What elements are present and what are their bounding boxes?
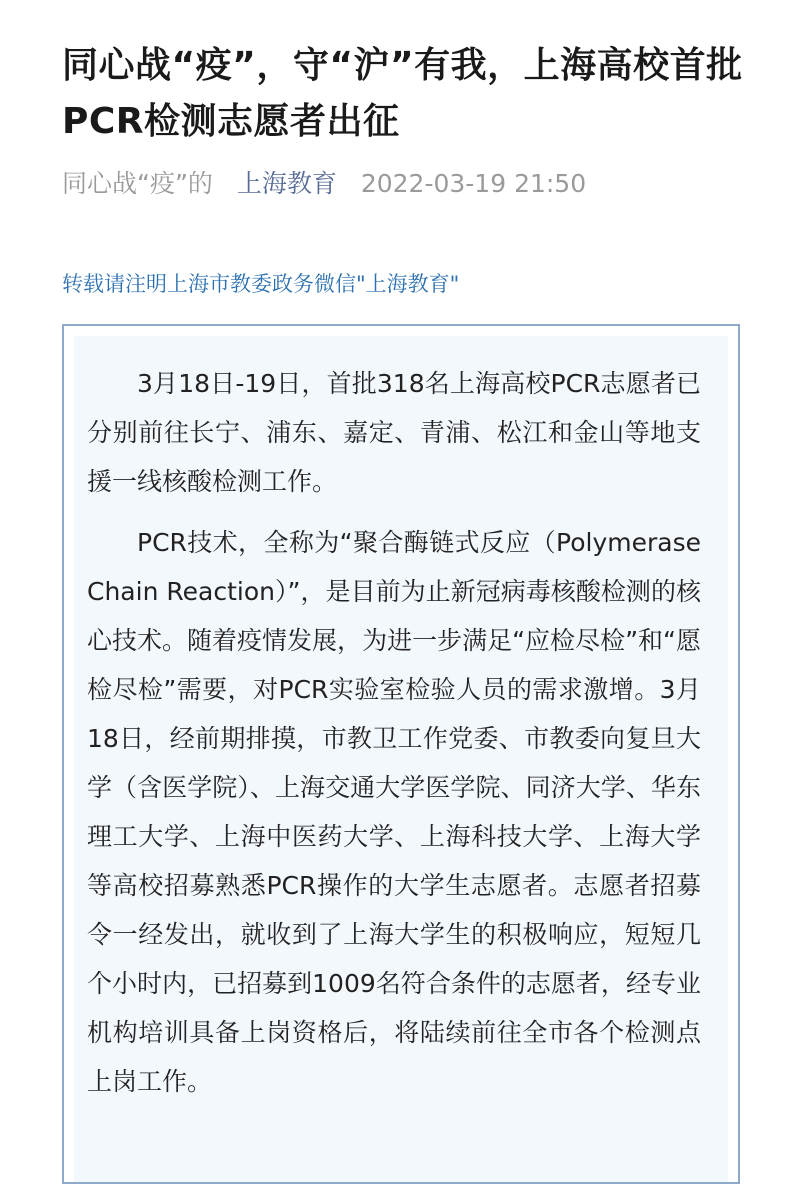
article-meta [62,166,602,202]
article-tag[interactable]: 同心战“疫”的 [62,169,213,198]
publish-time: 2022-03-19 21:50 [360,169,587,198]
paragraph-1: 3月18日-19日，首批318名上海高校PCR志愿者已分别前往长宁、浦东、嘉定、青浦、松江和金山等地支援一线核酸检测工作。 [87,369,701,496]
article-body [87,359,701,1118]
account-name-link[interactable]: 上海教育 [236,169,337,198]
paragraph-2: PCR技术，全称为“聚合酶链式反应（Polymerase Chain Reaction）”，是目前为止新冠病毒核酸检测的核心技术。随着疫情发展，为进一步满足“应检尽检”和“愿检尽检”需要，对PCR实验室检验人员的需求激增。3月18日，经前期排摸，市教卫工作党委、市教委向复旦大学（含医学院）、上海交通大学医学院、同济大学、华东理工大学、上海中医药大学、上海科技大学、上海大学等高校招募熟悉PCR操作的大学生志愿者。志愿者招募令一经发出，就收到了上海大学生的积极响应，短短几个小时内，已招募到1009名符合条件的志愿者，经专业机构培训具备上岗资格后，将陆续前往全市各个检测点上岗工作。 [87,528,701,1096]
article-title: 同心战“疫”，守“沪”有我，上海高校首批PCR检测志愿者出征 [62,45,743,142]
repost-notice: 转载请注明上海市教委政务微信"上海教育" [62,272,460,296]
article-content-box [62,324,740,1184]
